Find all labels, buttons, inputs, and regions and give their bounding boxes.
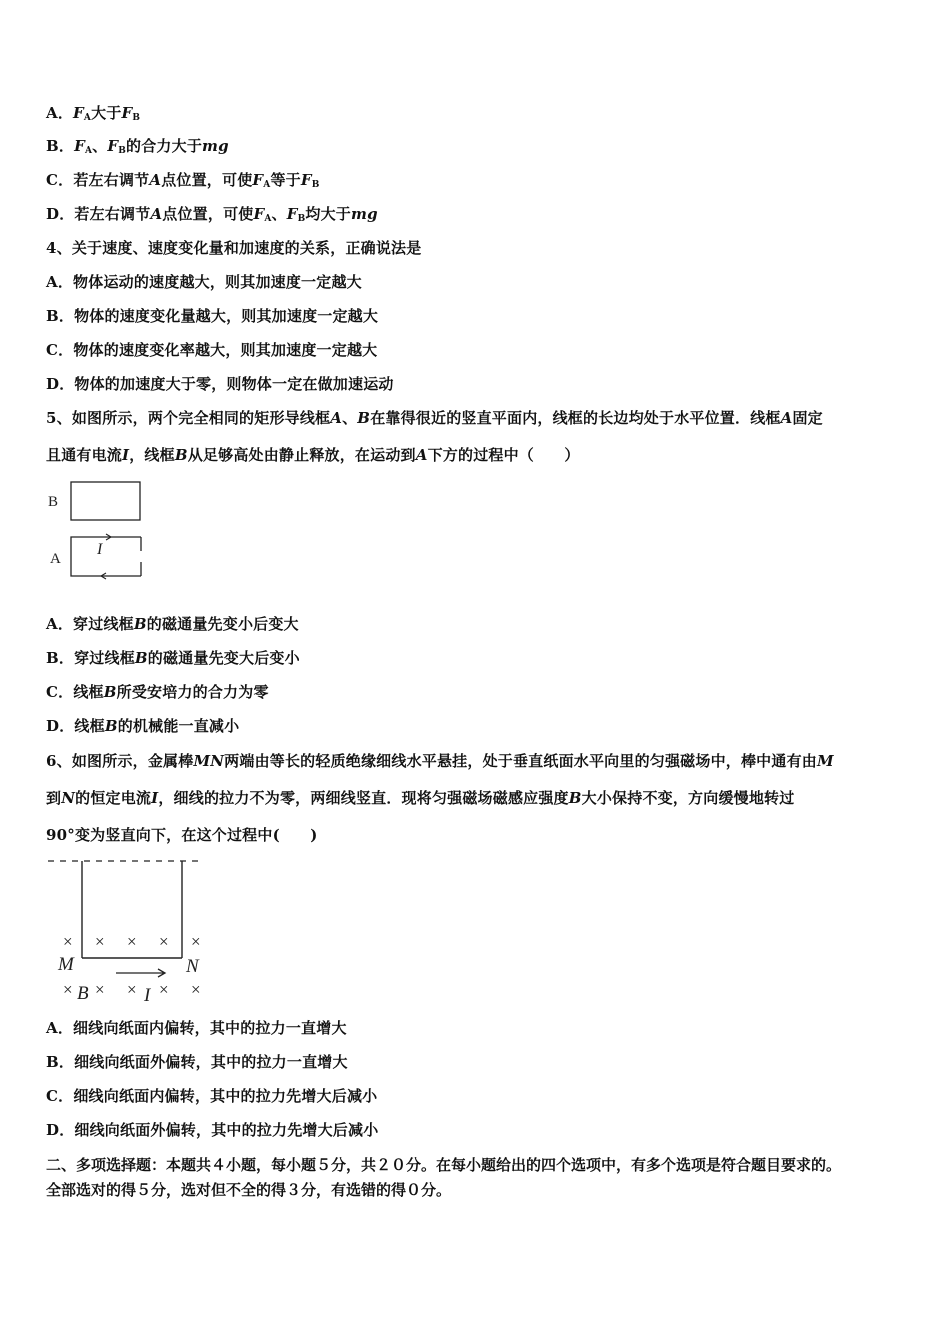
q6-option-b: B．细线向纸面外偏转，其中的拉力一直增大 <box>46 1053 348 1071</box>
q6-stem-line2: 到N的恒定电流I，细线的拉力不为零，两细线竖直．现将匀强磁场磁感应强度B大小保持不变，方向缓慢地转过 <box>46 789 795 807</box>
q4-option-d: D．物体的加速度大于零，则物体一定在做加速运动 <box>46 375 394 393</box>
q3-option-a: A．$F_A$大于$F_B$ <box>46 104 141 123</box>
q3-option-b: B．$F_A$、$F_B$的合力大于mg <box>46 137 229 156</box>
section2-scoring: 全部选对的得５分，选对但不全的得３分，有选错的得０分。 <box>46 1181 452 1199</box>
q4-option-c: C．物体的速度变化率越大，则其加速度一定越大 <box>46 341 378 359</box>
q5-stem-line2: 且通有电流I，线框B从足够高处由静止释放，在运动到A下方的过程中（ ） <box>46 446 580 464</box>
cross-mark: × <box>127 932 137 951</box>
q6-stem-line1: 6、如图所示，金属棒MN两端由等长的轻质绝缘细线水平悬挂，处于垂直纸面水平向里的匀强磁场中，棒中通有由M <box>46 752 834 770</box>
q5-arrow-bottom <box>101 573 112 579</box>
section2-heading: 二、多项选择题：本题共４小题，每小题５分，共２０分。在每小题给出的四个选项中，有多个选项是符合题目要求的。 <box>46 1156 842 1174</box>
cross-mark: × <box>159 980 169 999</box>
q5-stem-line1: 5、如图所示，两个完全相同的矩形导线框A、B在靠得很近的竖直平面内，线框的长边均处于水平位置．线框A固定 <box>46 409 823 427</box>
q5-current-label: I <box>97 541 103 558</box>
cross-mark: × <box>95 932 105 951</box>
cross-mark: × <box>127 980 137 999</box>
cross-mark: × <box>63 980 73 999</box>
cross-mark: × <box>191 980 201 999</box>
q5-frame-a <box>71 537 141 576</box>
q4-stem: 4、关于速度、速度变化量和加速度的关系，正确说法是 <box>46 239 422 257</box>
cross-mark: × <box>63 932 73 951</box>
q6-stem-line3: 90°变为竖直向下，在这个过程中( ) <box>46 826 318 844</box>
q6-current-arrow <box>116 969 165 977</box>
q6-label-m: M <box>58 954 74 975</box>
q5-option-c: C．线框B所受安培力的合力为零 <box>46 683 269 701</box>
cross-mark: × <box>159 932 169 951</box>
q4-option-a: A．物体运动的速度越大，则其加速度一定越大 <box>46 273 362 291</box>
q3-option-d: D．若左右调节A点位置，可使$F_A$、$F_B$均大于mg <box>46 205 378 224</box>
q6-figure <box>46 852 216 1008</box>
q6-option-d: D．细线向纸面外偏转，其中的拉力先增大后减小 <box>46 1121 379 1139</box>
q5-frame-b <box>71 482 140 520</box>
q6-label-i: I <box>144 985 151 1006</box>
q3-option-c: C．若左右调节A点位置，可使$F_A$等于$F_B$ <box>46 171 320 190</box>
q6-option-a: A．细线向纸面内偏转，其中的拉力一直增大 <box>46 1019 347 1037</box>
q6-option-c: C．细线向纸面内偏转，其中的拉力先增大后减小 <box>46 1087 378 1105</box>
q5-figure-label-b: B <box>48 494 59 510</box>
q5-arrow-top <box>100 534 111 540</box>
q4-option-b: B．物体的速度变化量越大，则其加速度一定越大 <box>46 307 379 325</box>
q5-option-b: B．穿过线框B的磁通量先变大后变小 <box>46 649 300 667</box>
cross-mark: × <box>191 932 201 951</box>
cross-mark: × <box>95 980 105 999</box>
q5-option-a: A．穿过线框B的磁通量先变小后变大 <box>46 615 299 633</box>
q5-option-d: D．线框B的机械能一直减小 <box>46 717 240 735</box>
q5-figure-label-a: A <box>50 551 61 567</box>
q6-label-b: B <box>77 983 89 1004</box>
q5-figure <box>40 476 160 586</box>
q6-label-n: N <box>186 956 199 977</box>
